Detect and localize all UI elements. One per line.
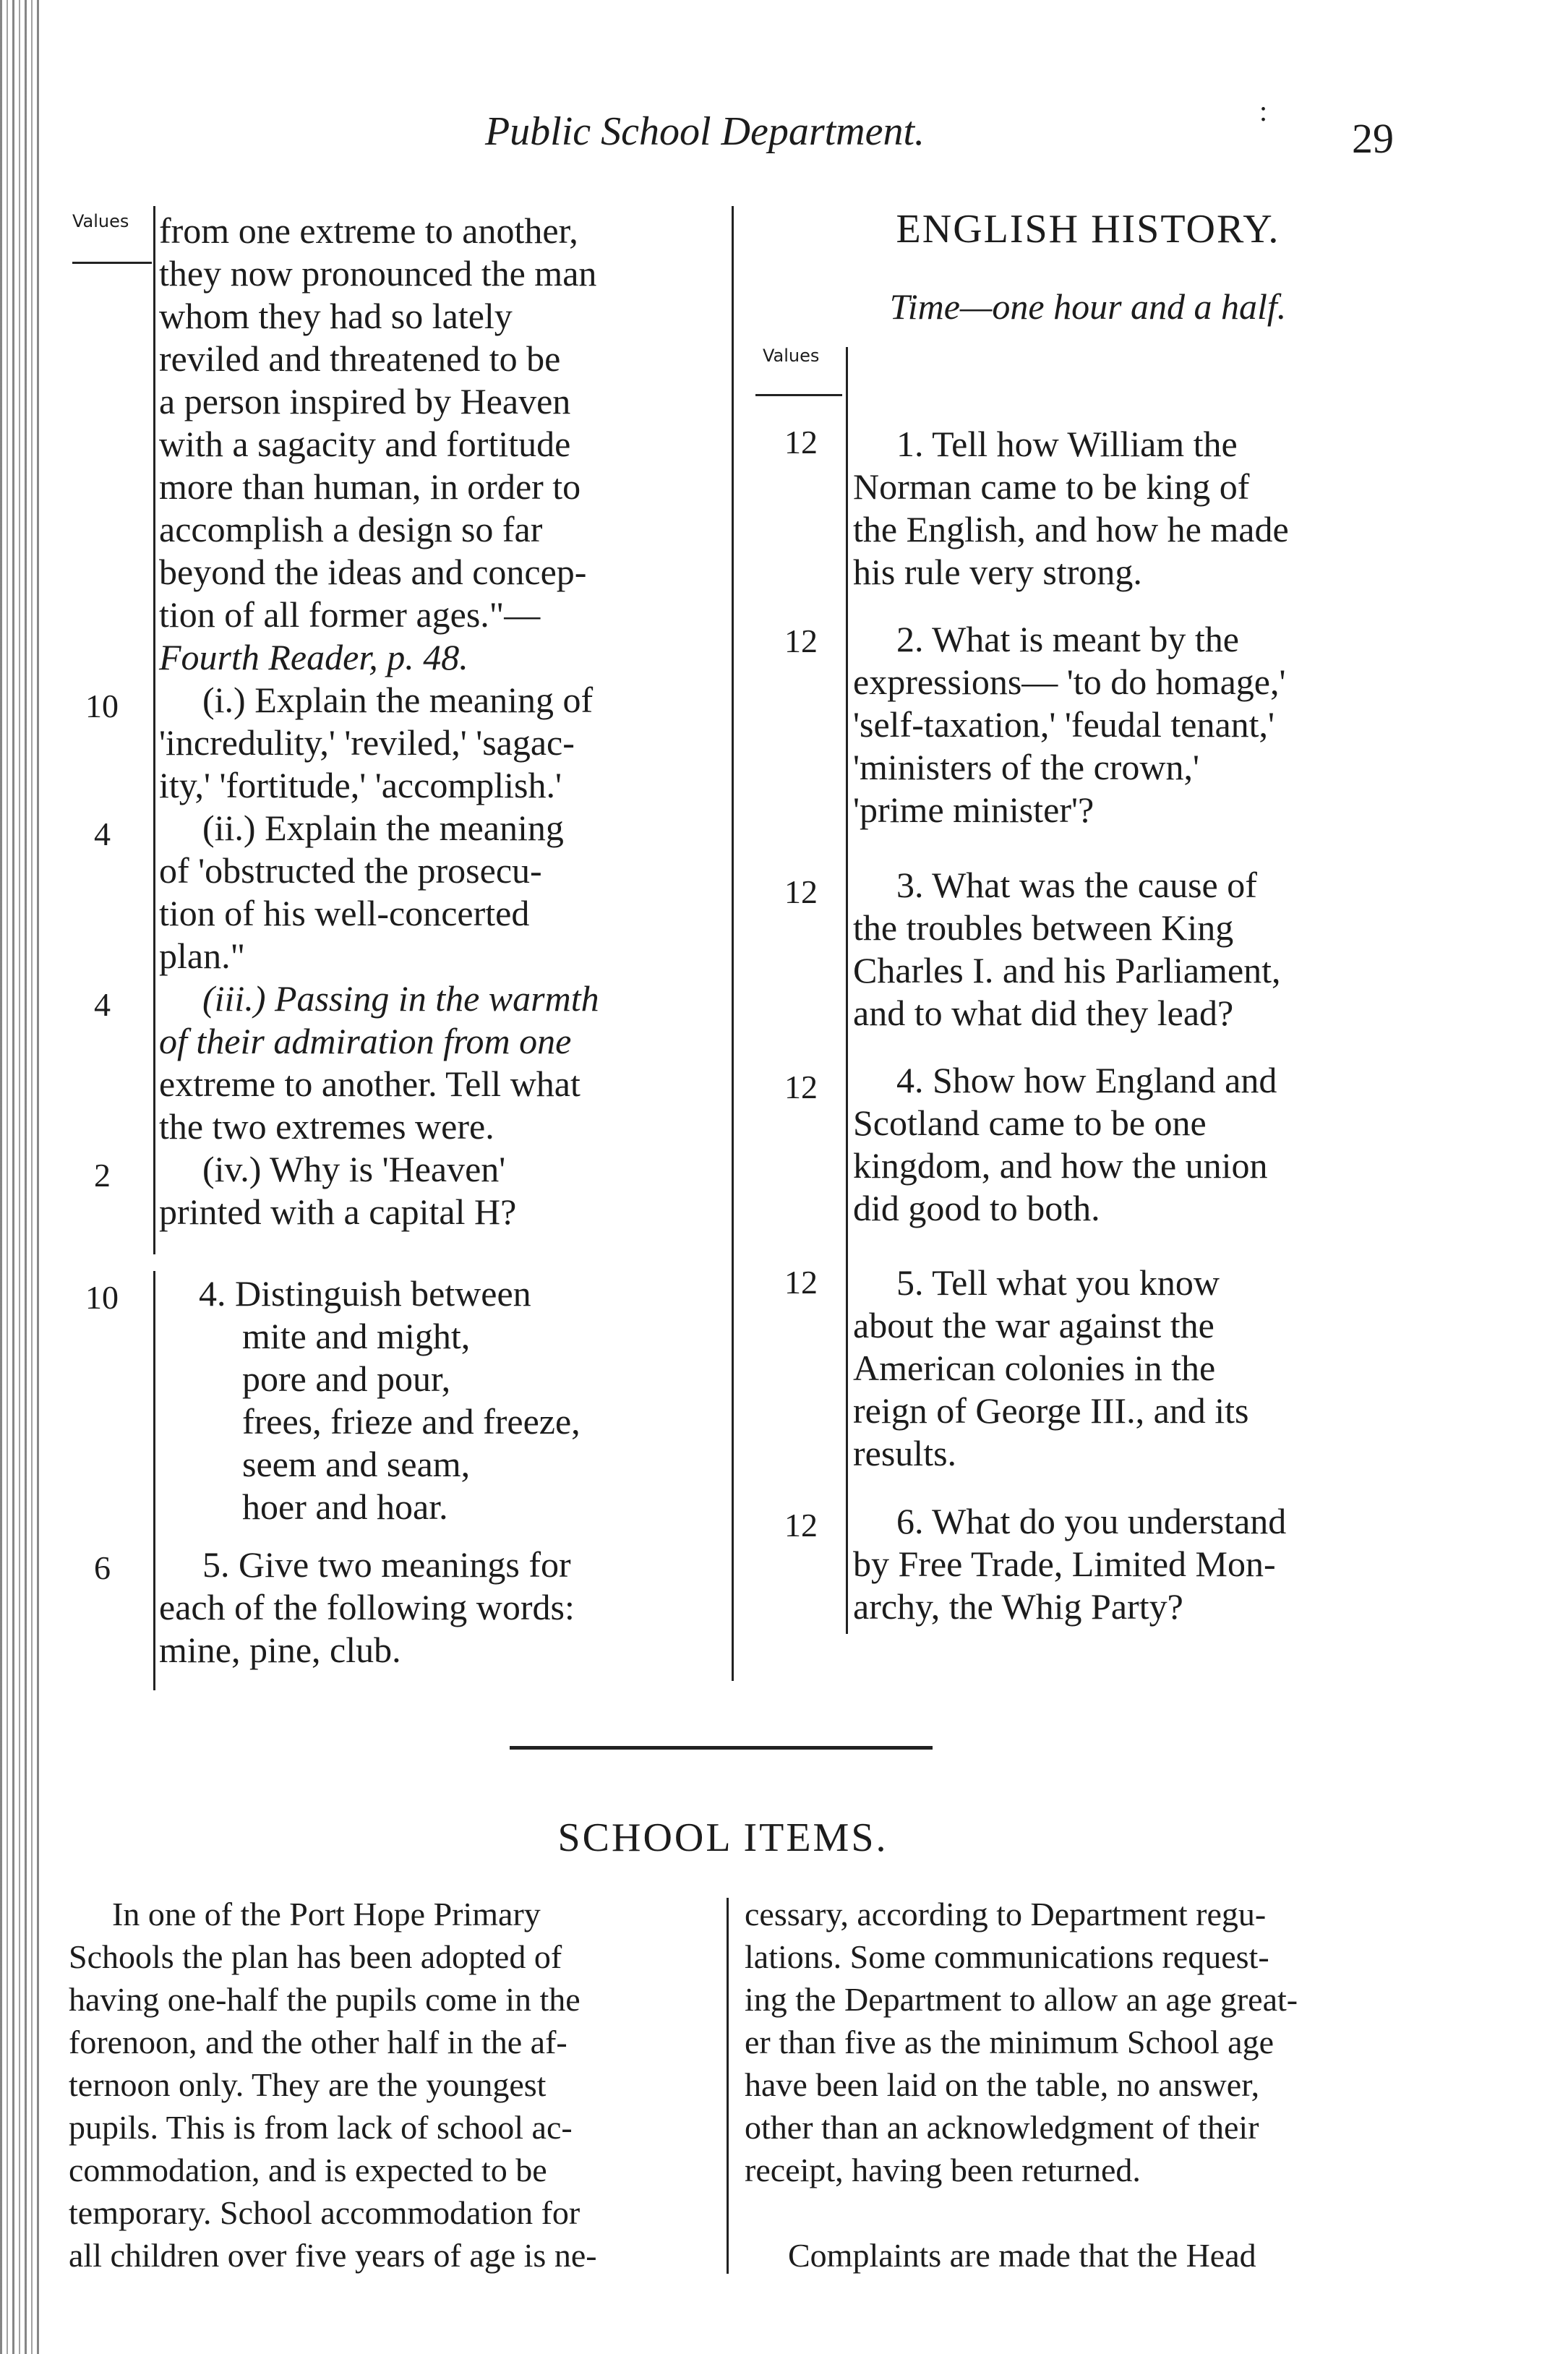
quote-line: they now pronounced the man	[159, 253, 597, 294]
history-question-3: 3. What was the cause of the troubles between King Charles I. and his Parliament, and to what did they lead?	[853, 865, 1281, 1033]
value-mark: 4	[94, 986, 111, 1023]
school-items-right-column: cessary, according to Department regu- lations. Some communications request- ing the Department to allow an age great- er than five as the minimum School age have been laid on the table, no answer, other than an acknowledgment of their receipt, having been returned. Complaints are made that the Head	[745, 1893, 1439, 2277]
word-pair: mite and might,	[242, 1316, 471, 1356]
value-mark: 12	[784, 1507, 818, 1544]
running-header: Public School Department.	[484, 109, 925, 154]
quote-line: more than human, in order to	[159, 466, 581, 507]
left-values-rule	[153, 206, 155, 1254]
value-mark: 2	[94, 1157, 111, 1194]
quote-block	[159, 210, 723, 679]
value-mark: 12	[784, 424, 818, 461]
quote-line: tion of all former ages."—	[159, 594, 541, 635]
value-mark: 10	[85, 1279, 119, 1316]
section-rule	[510, 1746, 933, 1750]
history-question-4: 4. Show how England and Scotland came to be one kingdom, and how the union did good to both.	[853, 1060, 1277, 1228]
meanings-question: 5. Give two meanings for each of the following words: mine, pine, club.	[159, 1544, 575, 1670]
quote-line: beyond the ideas and concep-	[159, 552, 587, 592]
page-number: 29	[1352, 115, 1394, 162]
values-underline-right	[755, 394, 842, 396]
word-pair: hoer and hoar.	[242, 1486, 448, 1527]
quote-line: reviled and threatened to be	[159, 338, 561, 379]
values-underline-left	[72, 262, 152, 264]
quote-line: from one extreme to another,	[159, 210, 578, 251]
value-mark: 12	[784, 873, 818, 910]
word-pair: seem and seam,	[242, 1444, 471, 1484]
left-values-rule-lower	[153, 1271, 155, 1690]
question-i: (i.) Explain the meaning of 'incredulity,' 'reviled,' 'sagac- ity,' 'fortitude,' 'accomplish.'	[159, 680, 594, 805]
history-question-2: 2. What is meant by the expressions— 'to do homage,' 'self-taxation,' 'feudal tenant,' 'ministers of the crown,' 'prime minister'?	[853, 619, 1286, 830]
question-iv: (iv.) Why is 'Heaven' printed with a capital H?	[159, 1149, 517, 1232]
word-pair: pore and pour,	[242, 1358, 451, 1399]
quote-line: accomplish a design so far	[159, 509, 543, 549]
question-iii: (iii.) Passing in the warmth of their admiration from one extreme to another. Tell what the two extremes were.	[159, 978, 599, 1147]
exam-time: Time—one hour and a half.	[889, 286, 1287, 327]
distinguish-question: 4. Distinguish between mite and might, pore and pour, frees, frieze and freeze, seem and seam, hoer and hoar.	[199, 1273, 580, 1527]
history-question-6: 6. What do you understand by Free Trade, Limited Mon- archy, the Whig Party?	[853, 1501, 1287, 1627]
history-question-5: 5. Tell what you know about the war against the American colonies in the reign of George III., and its results.	[853, 1262, 1249, 1473]
page-binding-edge	[0, 0, 42, 2354]
word-pair: frees, frieze and freeze,	[242, 1401, 580, 1442]
quote-line: a person inspired by Heaven	[159, 381, 571, 421]
column-divider	[732, 206, 734, 1681]
right-values-rule	[846, 347, 848, 1634]
value-mark: 4	[94, 816, 111, 852]
header-mark: :	[1259, 95, 1268, 127]
question-ii: (ii.) Explain the meaning of 'obstructed the prosecu- tion of his well-concerted plan."	[159, 808, 564, 976]
quote-source: Fourth Reader, p. 48.	[159, 637, 468, 677]
values-label-left: Values	[72, 211, 129, 231]
left-column-text	[159, 210, 723, 1233]
value-mark: 6	[94, 1549, 111, 1586]
quote-line: whom they had so lately	[159, 296, 513, 336]
history-question-1: 1. Tell how William the Norman came to be king of the English, and how he made his rule very strong.	[853, 424, 1289, 592]
school-items-left-column: In one of the Port Hope Primary Schools the plan has been adopted of having one-half the pupils come in the forenoon, and the other half in the af- ternoon only. They are the youngest pupils. This is from lack of school ac- commodation, and is expected to be temporary. School accommodation for all children over five years of age is ne-	[69, 1896, 597, 2274]
quote-line: with a sagacity and fortitude	[159, 424, 571, 464]
value-mark: 12	[784, 1264, 818, 1301]
value-mark: 12	[784, 622, 818, 659]
english-history-heading: ENGLISH HISTORY.	[896, 207, 1280, 252]
value-mark: 10	[85, 688, 119, 724]
value-mark: 12	[784, 1069, 818, 1105]
school-items-heading: SCHOOL ITEMS.	[557, 1815, 888, 1860]
next-item-start: Complaints are made that the Head	[788, 2237, 1256, 2274]
values-label-right: Values	[763, 346, 820, 366]
items-column-divider	[727, 1898, 729, 2274]
